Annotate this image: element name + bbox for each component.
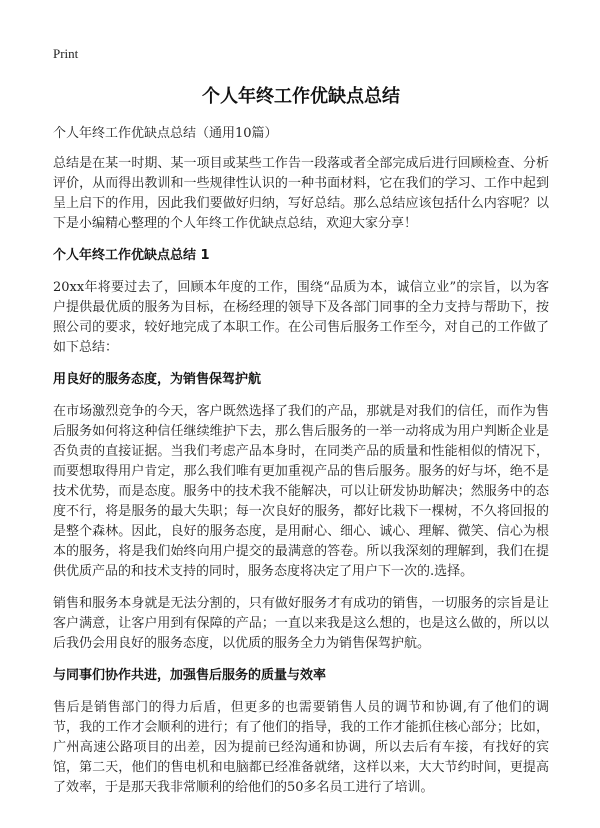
page-title: 个人年终工作优缺点总结 <box>202 86 400 107</box>
document-subtitle: 个人年终工作优缺点总结（通用10篇） <box>53 126 278 141</box>
section-heading-1: 个人年终工作优缺点总结 1 <box>53 248 210 263</box>
section1-paragraph: 20xx年将要过去了，回顾本年度的工作，围绕“品质为本，诚信立业”的宗旨，以为客户提供最优质的服务为目标，在杨经理的领导下及各部门同事的全力支持与帮助下，按照公司的要求，较好地完成了本职工作。在公司售后服务工作至今，对自己的工作做了如下总结： <box>53 280 549 355</box>
print-link[interactable]: Print <box>53 46 79 61</box>
intro-paragraph: 总结是在某一时期、某一项目或某些工作告一段落或者全部完成后进行回顾检查、分析评价，从而得出教训和一些规律性认识的一种书面材料，它在我们的学习、工作中起到呈上启下的作用，因此我们要做好归纳，写好总结。那么总结应该包括什么内容呢？以下是小编精心整理的个人年终工作优缺点总结，欢迎大家分享！ <box>53 156 549 231</box>
heading-service-attitude: 用良好的服务态度，为销售保驾护航 <box>53 372 262 387</box>
service-paragraph-1: 在市场激烈竞争的今天，客户既然选择了我们的产品，那就是对我们的信任，而作为售后服务如何将这种信任继续维护下去，那么售后服务的一举一动将成为用户判断企业是否负责的直接证据。当我们考虑产品本身时，在同类产品的质量和性能相似的情况下，而要想取得用户肯定，那么我们唯有更加重视产品的售后服务。服务的好与坏，绝不是技术优势，而是态度。服务中的技术我不能解决，可以让研发协助解决；然服务中的态度不行，将是服务的最大失职；每一次良好的服务，都好比栽下一棵树，不久将回报的是整个森林。因此，良好的服务态度，是用耐心、细心、诚心、理解、微笑、信心为根本的服务，将是我们始终向用户提交的最满意的答卷。所以我深刻的理解到，我们在提供优质产品的和技术支持的同时，服务态度将决定了用户下一次的.选择。 <box>53 404 549 579</box>
heading-cooperation: 与同事们协作共进，加强售后服务的质量与效率 <box>53 668 327 683</box>
service-paragraph-2: 销售和服务本身就是无法分割的，只有做好服务才有成功的销售，一切服务的宗旨是让客户满意，让客户用到有保障的产品；一直以来我是这么想的，也是这么做的，所以以后我仍会用良好的服务态度，以优质的服务全力为销售保驾护航。 <box>53 596 549 651</box>
cooperation-paragraph: 售后是销售部门的得力后盾，但更多的也需要销售人员的调节和协调,有了他们的调节，我的工作才会顺利的进行；有了他们的指导，我的工作才能抓住核心部分；比如，广州高速公路项目的出差，因为提前已经沟通和协调，所以去后有车接，有找好的宾馆，第二天，他们的售电机和电脑都已经准备就绪，这样以来，大大节约时间，更提高了效率，于是那天我非常顺利的给他们的50多名员工进行了培训。 <box>53 700 549 795</box>
document-body <box>53 82 549 810</box>
